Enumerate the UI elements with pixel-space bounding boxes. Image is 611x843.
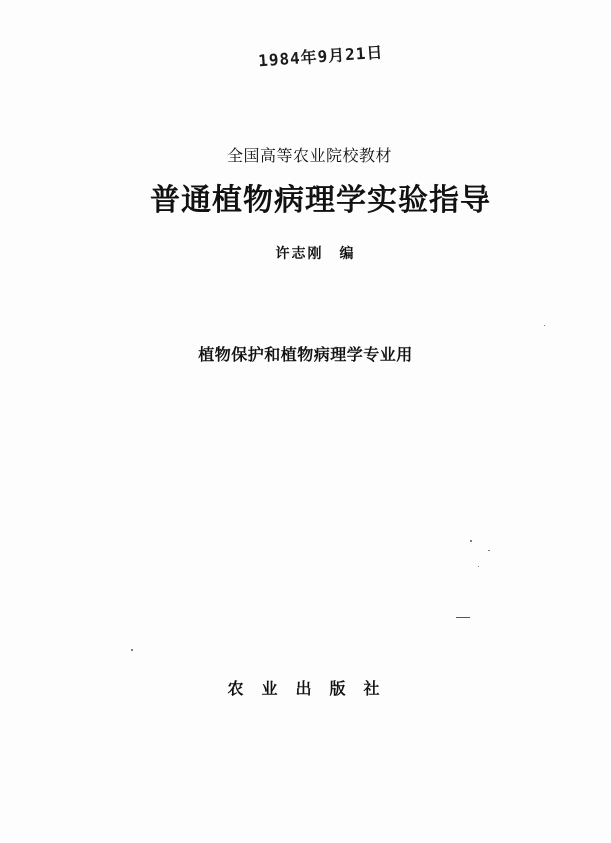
- author-line: [0, 243, 611, 263]
- author-name: 许志刚: [275, 246, 324, 262]
- scan-speck: [470, 540, 472, 542]
- scan-speck: [544, 325, 545, 326]
- book-title: 普通植物病理学实验指导: [150, 183, 491, 218]
- date-stamp: 1984年9月21日: [257, 42, 385, 71]
- publisher-name: 农业出版社: [227, 679, 398, 698]
- book-subtitle: 植物保护和植物病理学专业用: [198, 345, 413, 364]
- scan-speck: [456, 617, 470, 618]
- series-label: 全国高等农业院校教材: [226, 146, 392, 165]
- author-role: 编: [339, 246, 356, 262]
- scan-speck: [131, 649, 133, 651]
- scan-speck: [488, 550, 490, 551]
- scan-speck: [478, 566, 479, 567]
